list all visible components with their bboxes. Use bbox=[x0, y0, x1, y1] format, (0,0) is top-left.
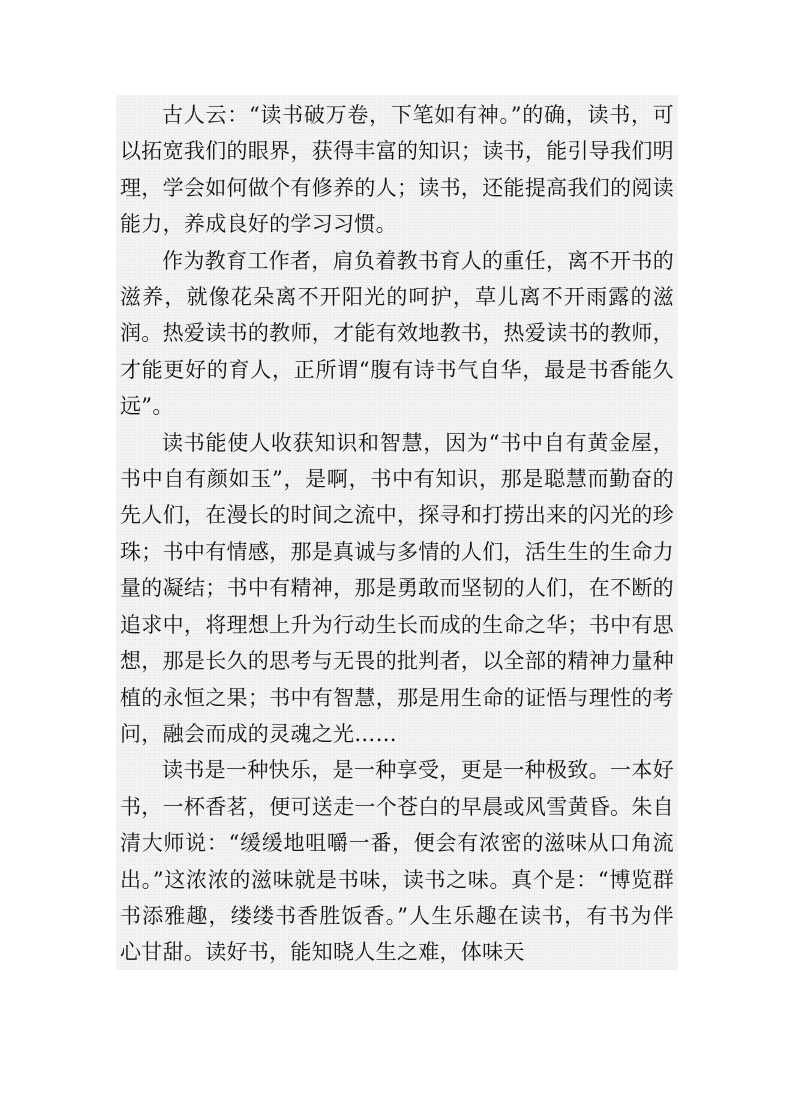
paragraph-1: 古人云：“读书破万卷，下笔如有神。”的确，读书，可以拓宽我们的眼界，获得丰富的知识；读书，能引导我们明理，学会如何做个有修养的人；读书，还能提高我们的阅读能力，养成良好的学习习惯。 bbox=[120, 103, 674, 237]
scanned-text-block bbox=[116, 95, 678, 970]
paragraph-2: 作为教育工作者，肩负着教书育人的重任，离不开书的滋养，就像花朵离不开阳光的呵护，草儿离不开雨露的滋润。热爱读书的教师，才能有效地教书，热爱读书的教师，才能更好的育人，正所谓“腹有诗书气自华，最是书香能久远”。 bbox=[120, 248, 674, 419]
paragraph-3: 读书能使人收获知识和智慧，因为“书中自有黄金屋，书中自有颜如玉”，是啊，书中有知识，那是聪慧而勤奋的先人们，在漫长的时间之流中，探寻和打捞出来的闪光的珍珠；书中有情感，那是真诚与多情的人们，活生生的生命力量的凝结；书中有精神，那是勇敢而坚韧的人们，在不断的追求中，将理想上升为行动生长而成的生命之华；书中有思想，那是长久的思考与无畏的批判者，以全部的精神力量种植的永恒之果；书中有智慧，那是用生命的证悟与理性的考问，融会而成的灵魂之光…… bbox=[120, 430, 674, 746]
paragraph-4: 读书是一种快乐，是一种享受，更是一种极致。一本好书，一杯香茗，便可送走一个苍白的早晨或风雪黄昏。朱自清大师说：“缓缓地咀嚼一番，便会有浓密的滋味从口角流出。”这浓浓的滋味就是书味，读书之味。真个是：“博览群书添雅趣，缕缕书香胜饭香。”人生乐趣在读书，有书为伴心甘甜。读好书，能知晓人生之难，体味天 bbox=[120, 758, 674, 965]
